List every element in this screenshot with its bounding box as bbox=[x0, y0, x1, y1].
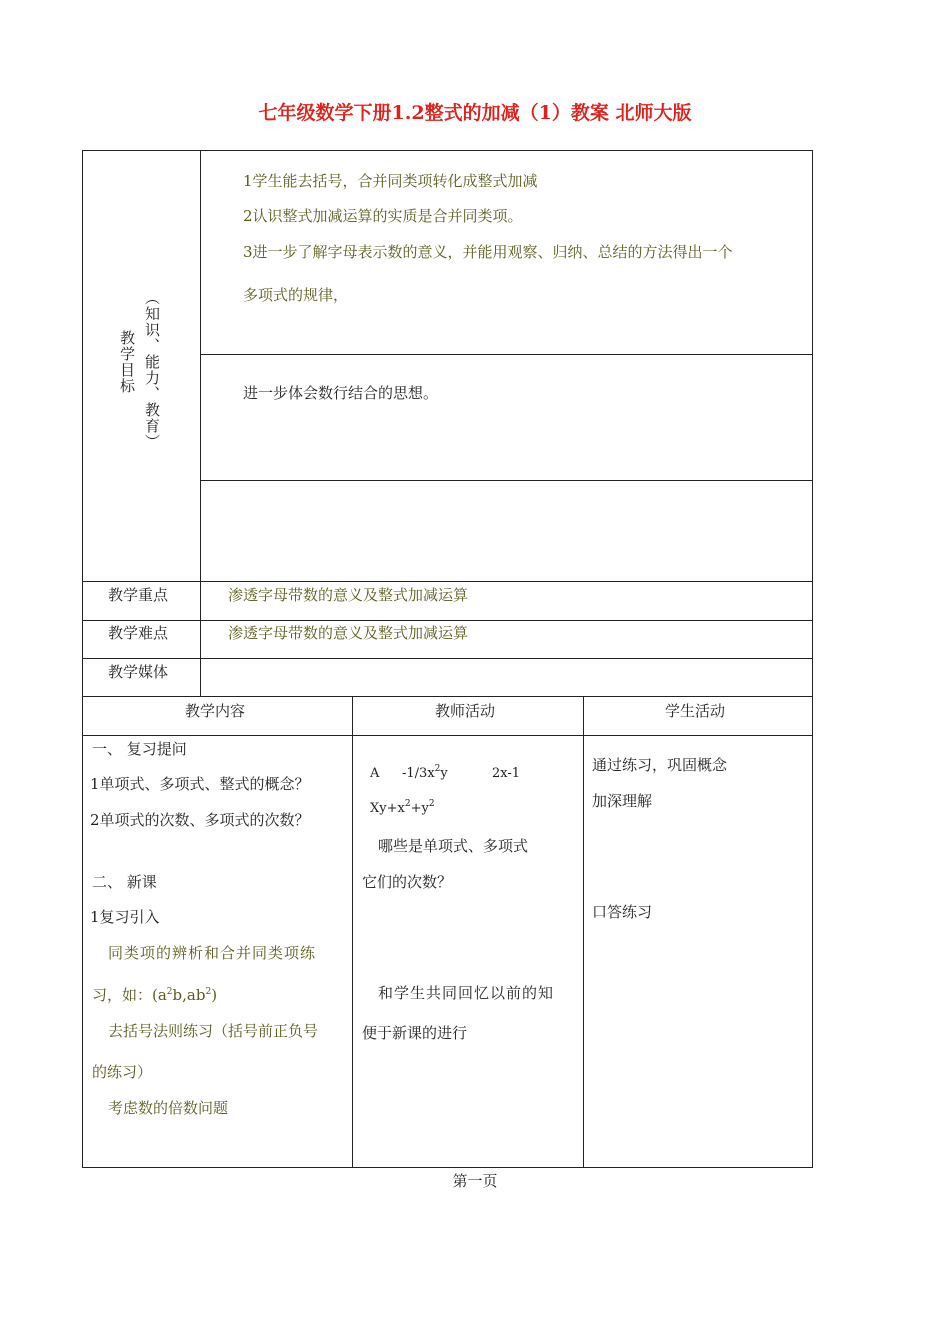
knowledge-item: 3进一步了解字母表示数的意义，并能用观察、归纳、总结的方法得出一个 bbox=[243, 243, 733, 261]
row-divider bbox=[82, 620, 813, 621]
table-border-bottom bbox=[82, 1167, 813, 1168]
review-heading: 一、 复习提问 bbox=[92, 740, 187, 758]
objectives-sublabel: （知识、能力、教育） bbox=[143, 290, 161, 450]
page-footer: 第一页 bbox=[452, 1172, 498, 1190]
superscript: 2 bbox=[166, 987, 173, 997]
expression-part: Xy+x bbox=[370, 801, 405, 816]
student-activity: 加深理解 bbox=[592, 792, 653, 810]
row-divider bbox=[82, 581, 813, 582]
ability-objective: 进一步体会数行结合的思想。 bbox=[243, 384, 439, 402]
expression-part: +y bbox=[410, 801, 429, 816]
content-line bbox=[92, 985, 217, 1005]
difficulty-label: 教学难点 bbox=[108, 624, 169, 642]
row-divider bbox=[200, 480, 813, 481]
expression bbox=[402, 764, 448, 784]
column-divider bbox=[352, 696, 353, 1168]
difficulty-value: 渗透字母带数的意义及整式加减运算 bbox=[228, 624, 469, 642]
knowledge-item: 1学生能去括号，合并同类项转化成整式加减 bbox=[243, 172, 538, 190]
knowledge-item: 2认识整式加减运算的实质是合并同类项。 bbox=[243, 207, 523, 225]
content-line: 去括号法则练习（括号前正负号 bbox=[108, 1022, 319, 1040]
review-question: 2单项式的次数、多项式的次数？ bbox=[90, 811, 310, 829]
intro-heading: 1复习引入 bbox=[90, 908, 160, 926]
row-divider bbox=[82, 735, 813, 736]
table-border-right bbox=[812, 150, 813, 1168]
content-line: 同类项的辨析和合并同类项练 bbox=[108, 944, 317, 962]
objectives-label: 教学目标 bbox=[118, 330, 136, 394]
superscript: 2 bbox=[434, 764, 441, 774]
teacher-question: 哪些是单项式、多项式 bbox=[378, 837, 529, 855]
column-header-teacher: 教师活动 bbox=[435, 702, 496, 720]
expression-label: A bbox=[370, 766, 380, 781]
column-divider bbox=[583, 696, 584, 1168]
expression: 2x-1 bbox=[492, 766, 521, 781]
expression-part: -1/3x bbox=[402, 766, 435, 781]
teacher-activity: 便于新课的进行 bbox=[362, 1024, 468, 1042]
content-line-part: ) bbox=[211, 986, 218, 1004]
teacher-question: 它们的次数？ bbox=[362, 873, 453, 891]
key-point-label: 教学重点 bbox=[108, 586, 169, 604]
student-activity: 口答练习 bbox=[592, 903, 653, 921]
superscript: 2 bbox=[428, 799, 435, 809]
page-title: 七年级数学下册1.2整式的加减（1）教案 北师大版 bbox=[258, 102, 692, 124]
superscript: 2 bbox=[205, 987, 212, 997]
media-label: 教学媒体 bbox=[108, 663, 169, 681]
superscript: 2 bbox=[404, 799, 411, 809]
row-divider bbox=[82, 696, 813, 697]
teacher-activity: 和学生共同回忆以前的知 bbox=[378, 984, 555, 1002]
expression bbox=[370, 799, 435, 819]
row-divider bbox=[82, 658, 813, 659]
content-line: 的练习） bbox=[92, 1063, 153, 1081]
column-header-student: 学生活动 bbox=[665, 702, 726, 720]
new-lesson-heading: 二、 新课 bbox=[92, 873, 157, 891]
review-question: 1单项式、多项式、整式的概念？ bbox=[90, 775, 310, 793]
table-border-top bbox=[82, 150, 813, 151]
key-point-value: 渗透字母带数的意义及整式加减运算 bbox=[228, 586, 469, 604]
student-activity: 通过练习，巩固概念 bbox=[592, 756, 728, 774]
column-header-content: 教学内容 bbox=[185, 702, 246, 720]
content-line: 考虑数的倍数问题 bbox=[108, 1099, 229, 1117]
expression-part: y bbox=[440, 766, 448, 781]
knowledge-item: 多项式的规律， bbox=[243, 286, 349, 304]
content-line-part: 习，如：(a bbox=[92, 986, 167, 1004]
label-column-divider bbox=[200, 150, 201, 697]
content-line-part: b,ab bbox=[172, 986, 206, 1004]
table-border-left bbox=[82, 150, 83, 1168]
row-divider bbox=[200, 354, 813, 355]
